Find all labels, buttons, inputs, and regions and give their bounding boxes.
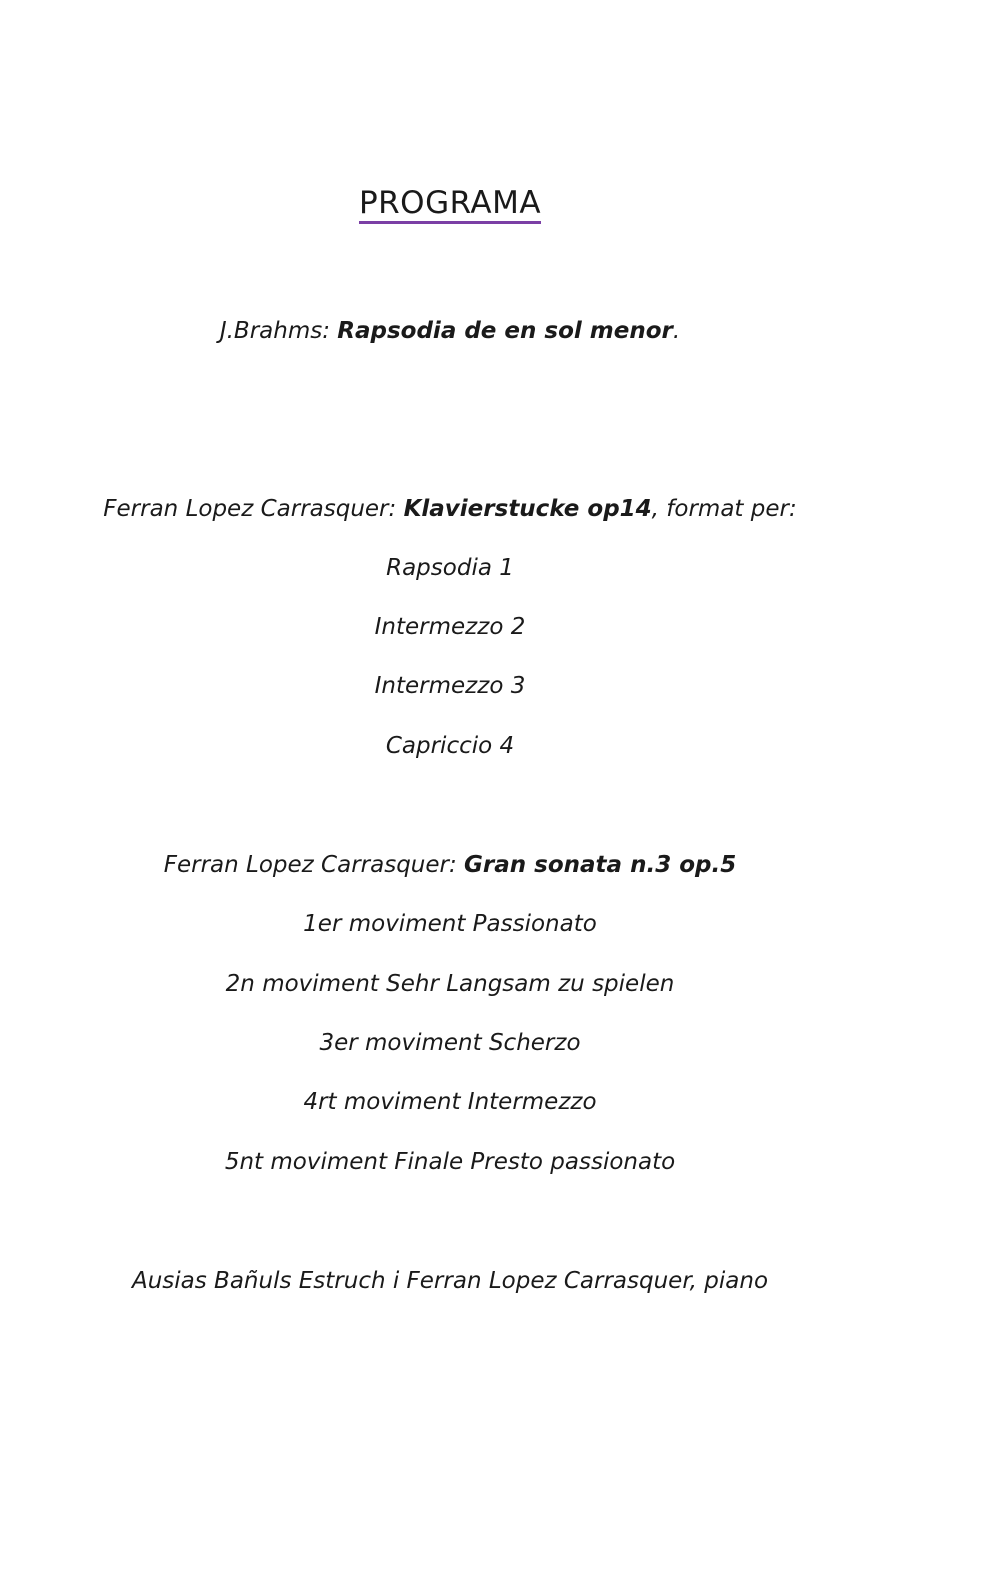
- composer-name: Ferran Lopez Carrasquer:: [103, 496, 404, 522]
- movement-item: 1er moviment Passionato: [303, 911, 597, 937]
- movement-item: 4rt moviment Intermezzo: [303, 1089, 597, 1115]
- performers-credit: Ausias Bañuls Estruch i Ferran Lopez Carrasquer, piano: [131, 1268, 769, 1294]
- work-title: Rapsodia de en sol menor: [337, 318, 673, 344]
- piece-klavierstucke: [0, 494, 900, 524]
- punctuation: .: [672, 318, 681, 344]
- movement-item: 3er moviment Scherzo: [319, 1030, 581, 1056]
- composer-name: Ferran Lopez Carrasquer:: [163, 852, 465, 878]
- movement-item: Rapsodia 1: [386, 555, 514, 581]
- work-title: Klavierstucke op14: [403, 496, 652, 522]
- work-suffix: , format per:: [651, 496, 797, 522]
- work-title: Gran sonata n.3 op.5: [464, 852, 737, 878]
- movement-item: Intermezzo 2: [374, 614, 526, 640]
- page-title-text: PROGRAMA: [359, 185, 541, 224]
- movement-item: Intermezzo 3: [374, 673, 526, 699]
- movement-item: Capriccio 4: [385, 733, 515, 759]
- movement-item: 2n moviment Sehr Langsam zu spielen: [225, 971, 675, 997]
- movement-item: 5nt moviment Finale Presto passionato: [224, 1149, 676, 1175]
- piece-brahms: [0, 316, 900, 346]
- composer-name: J.Brahms:: [219, 318, 338, 344]
- piece-gran-sonata: [0, 850, 900, 880]
- page-title: [0, 184, 900, 222]
